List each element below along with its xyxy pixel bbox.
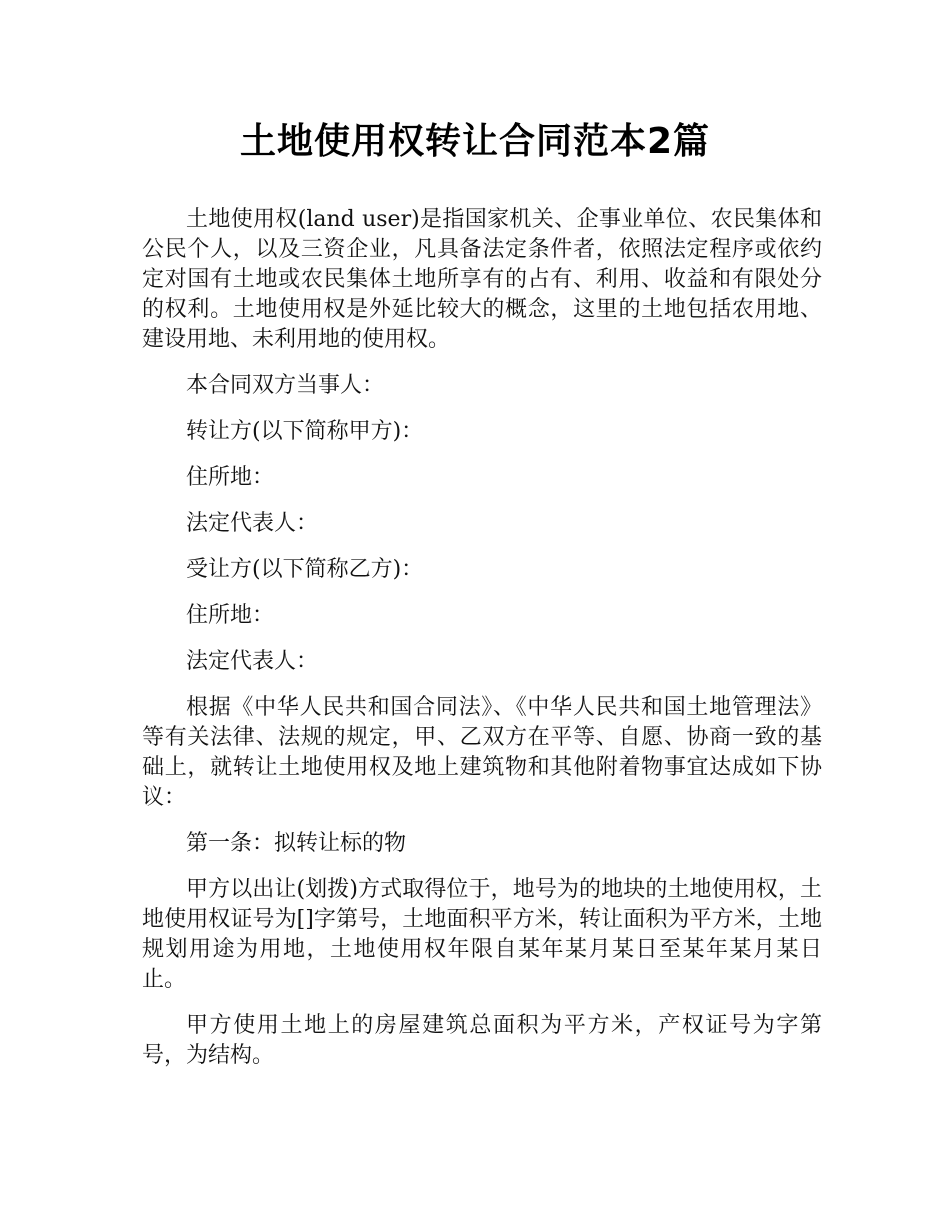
document-title: 土地使用权转让合同范本2篇 xyxy=(239,121,711,162)
paragraph-parties-heading: 本合同双方当事人： xyxy=(186,373,385,398)
paragraph-transferee: 受让方(以下简称乙方)： xyxy=(186,557,424,582)
paragraph-legal-basis: 根据《中华人民共和国合同法》、《中华人民共和国土地管理法》等有关法律、法规的规定，甲、乙双方在平等、自愿、协商一致的基础上，就转让土地使用权及地上建筑物和其他附着物事宜达成如下协议： xyxy=(142,695,822,810)
paragraph-transferor: 转让方(以下简称甲方)： xyxy=(186,419,424,444)
paragraph-transferee-representative: 法定代表人： xyxy=(186,649,319,674)
paragraph-building-details: 甲方使用土地上的房屋建筑总面积为平方米，产权证号为字第号，为结构。 xyxy=(142,1013,822,1068)
paragraph-transferee-address: 住所地： xyxy=(186,603,275,628)
paragraph-land-details: 甲方以出让(划拨)方式取得位于，地号为的地块的土地使用权，土地使用权证号为[]字第号，土地面积平方米，转让面积为平方米，土地规划用途为用地，土地使用权年限自某年某月某日至某年某月某日止。 xyxy=(142,877,822,992)
document-body xyxy=(142,205,822,1087)
paragraph-article-one-heading: 第一条：拟转让标的物 xyxy=(186,831,407,856)
paragraph-transferor-address: 住所地： xyxy=(186,465,275,490)
paragraph-intro: 土地使用权(land user)是指国家机关、企事业单位、农民集体和公民个人，以及三资企业，凡具备法定条件者，依照法定程序或依约定对国有土地或农民集体土地所享有的占有、利用、收益和有限处分的权利。土地使用权是外延比较大的概念，这里的土地包括农用地、建设用地、未利用地的使用权。 xyxy=(142,207,822,352)
paragraph-transferor-representative: 法定代表人： xyxy=(186,511,319,536)
